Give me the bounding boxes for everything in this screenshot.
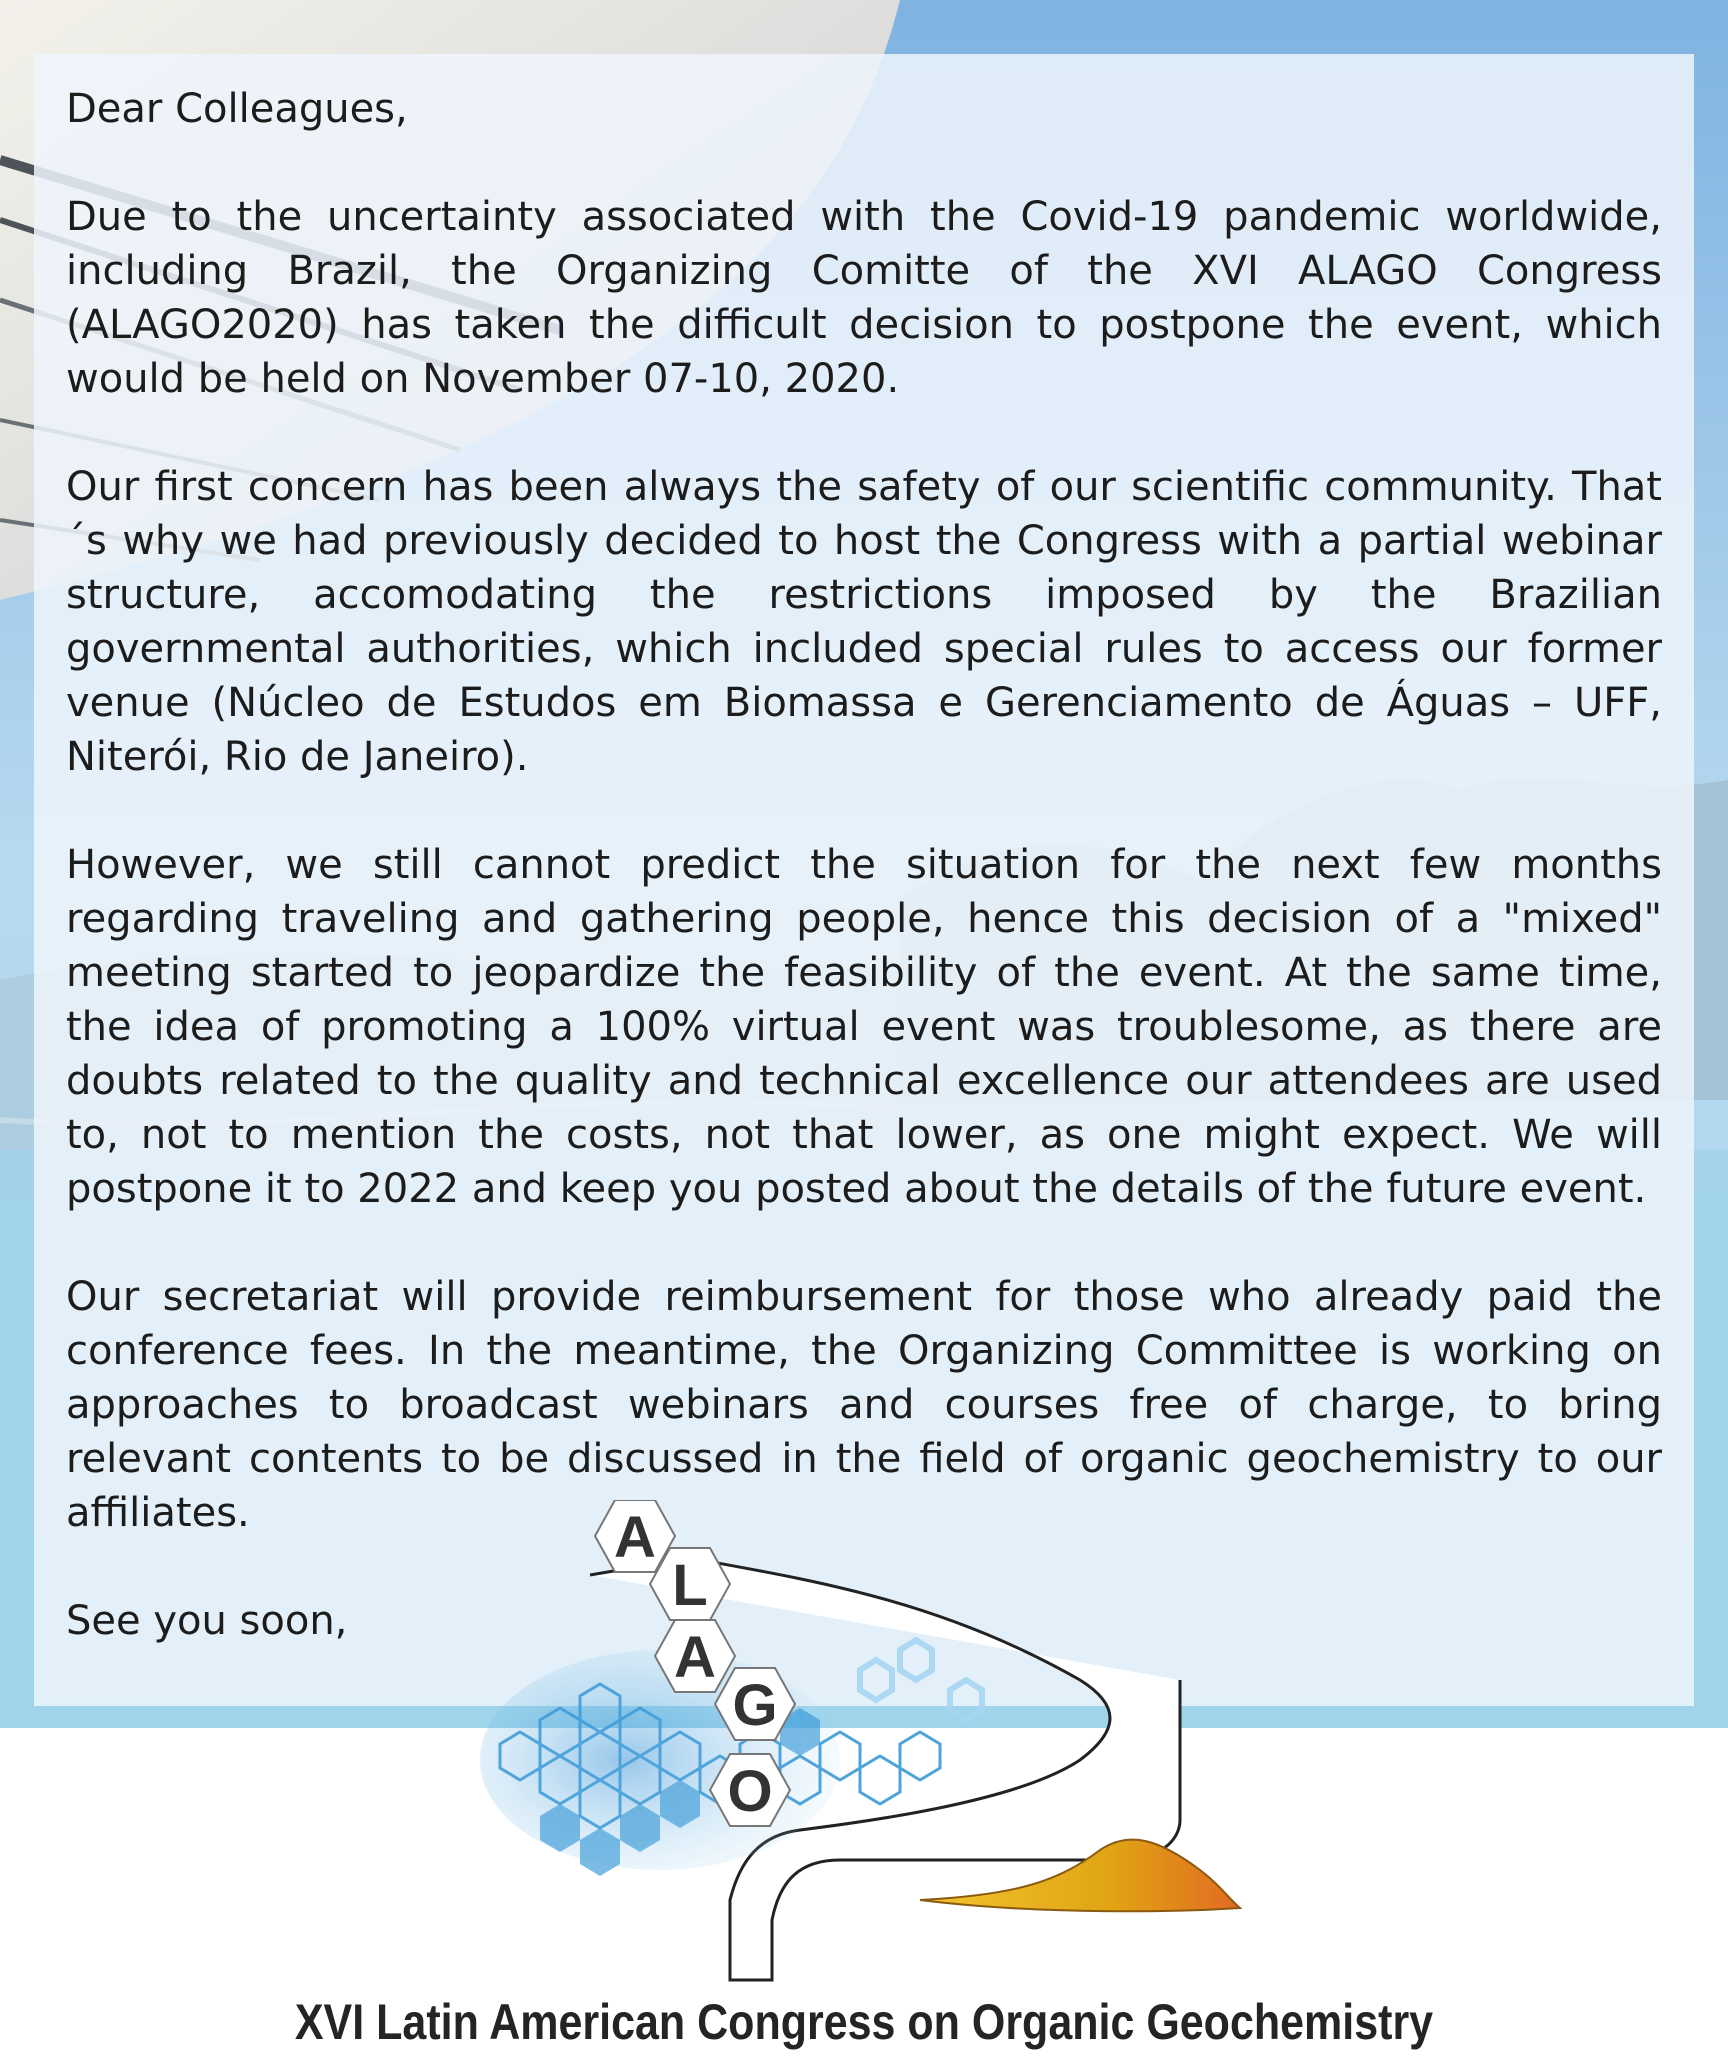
logo-letter-g: G bbox=[732, 1673, 778, 1738]
congress-title: XVI Latin American Congress on Organic Geochemistry bbox=[294, 1994, 1434, 2050]
letter-closing: See you soon, bbox=[66, 1598, 348, 1644]
letter-paragraph-postponement: Due to the uncertainty associated with the Covid-19 pandemic worldwide, including Brazil, the Organizing Comitte of the XVI ALAGO Congress (ALAGO2020) has taken the difficult decision to postpone the event, which would be held on November 07-10, 2020. bbox=[66, 194, 1662, 402]
alago-logo-graphic bbox=[480, 1500, 1260, 2000]
logo-letter-a2: A bbox=[674, 1625, 716, 1690]
letter-paragraph-uncertainty: However, we still cannot predict the situation for the next few months regarding traveling and gathering people, hence this decision of a "mixed" meeting started to jeopardize the feasibility of the event. At the same time, the idea of promoting a 100% virtual event was troublesome, as there are doubts related to the quality and technical excellence our attendees are used to, not to mention the costs, not that lower, as one might expect. We will postpone it to 2022 and keep you posted about the details of the future event. bbox=[66, 842, 1662, 1212]
letter-paragraph-reimbursement: Our secretariat will provide reimbursement for those who already paid the conference fees. In the meantime, the Organizing Committee is working on approaches to broadcast webinars and courses free of charge, to bring relevant contents to be discussed in the field of organic geochemistry to our affiliates. bbox=[66, 1274, 1662, 1536]
letter-greeting: Dear Colleagues, bbox=[66, 86, 408, 132]
letter-body bbox=[66, 82, 1662, 1648]
logo-letter-a1: A bbox=[614, 1505, 656, 1570]
alago-logo bbox=[480, 1500, 1260, 2000]
logo-letter-l: L bbox=[672, 1553, 708, 1618]
letter-paragraph-safety: Our first concern has been always the safety of our scientific community. That´s why we had previously decided to host the Congress with a partial webinar structure, accomodating the restrictions imposed by the Brazilian governmental authorities, which included special rules to access our former venue (Núcleo de Estudos em Biomassa e Gerenciamento de Águas – UFF, Niterói, Rio de Janeiro). bbox=[66, 464, 1662, 780]
logo-letter-o: O bbox=[727, 1759, 773, 1824]
